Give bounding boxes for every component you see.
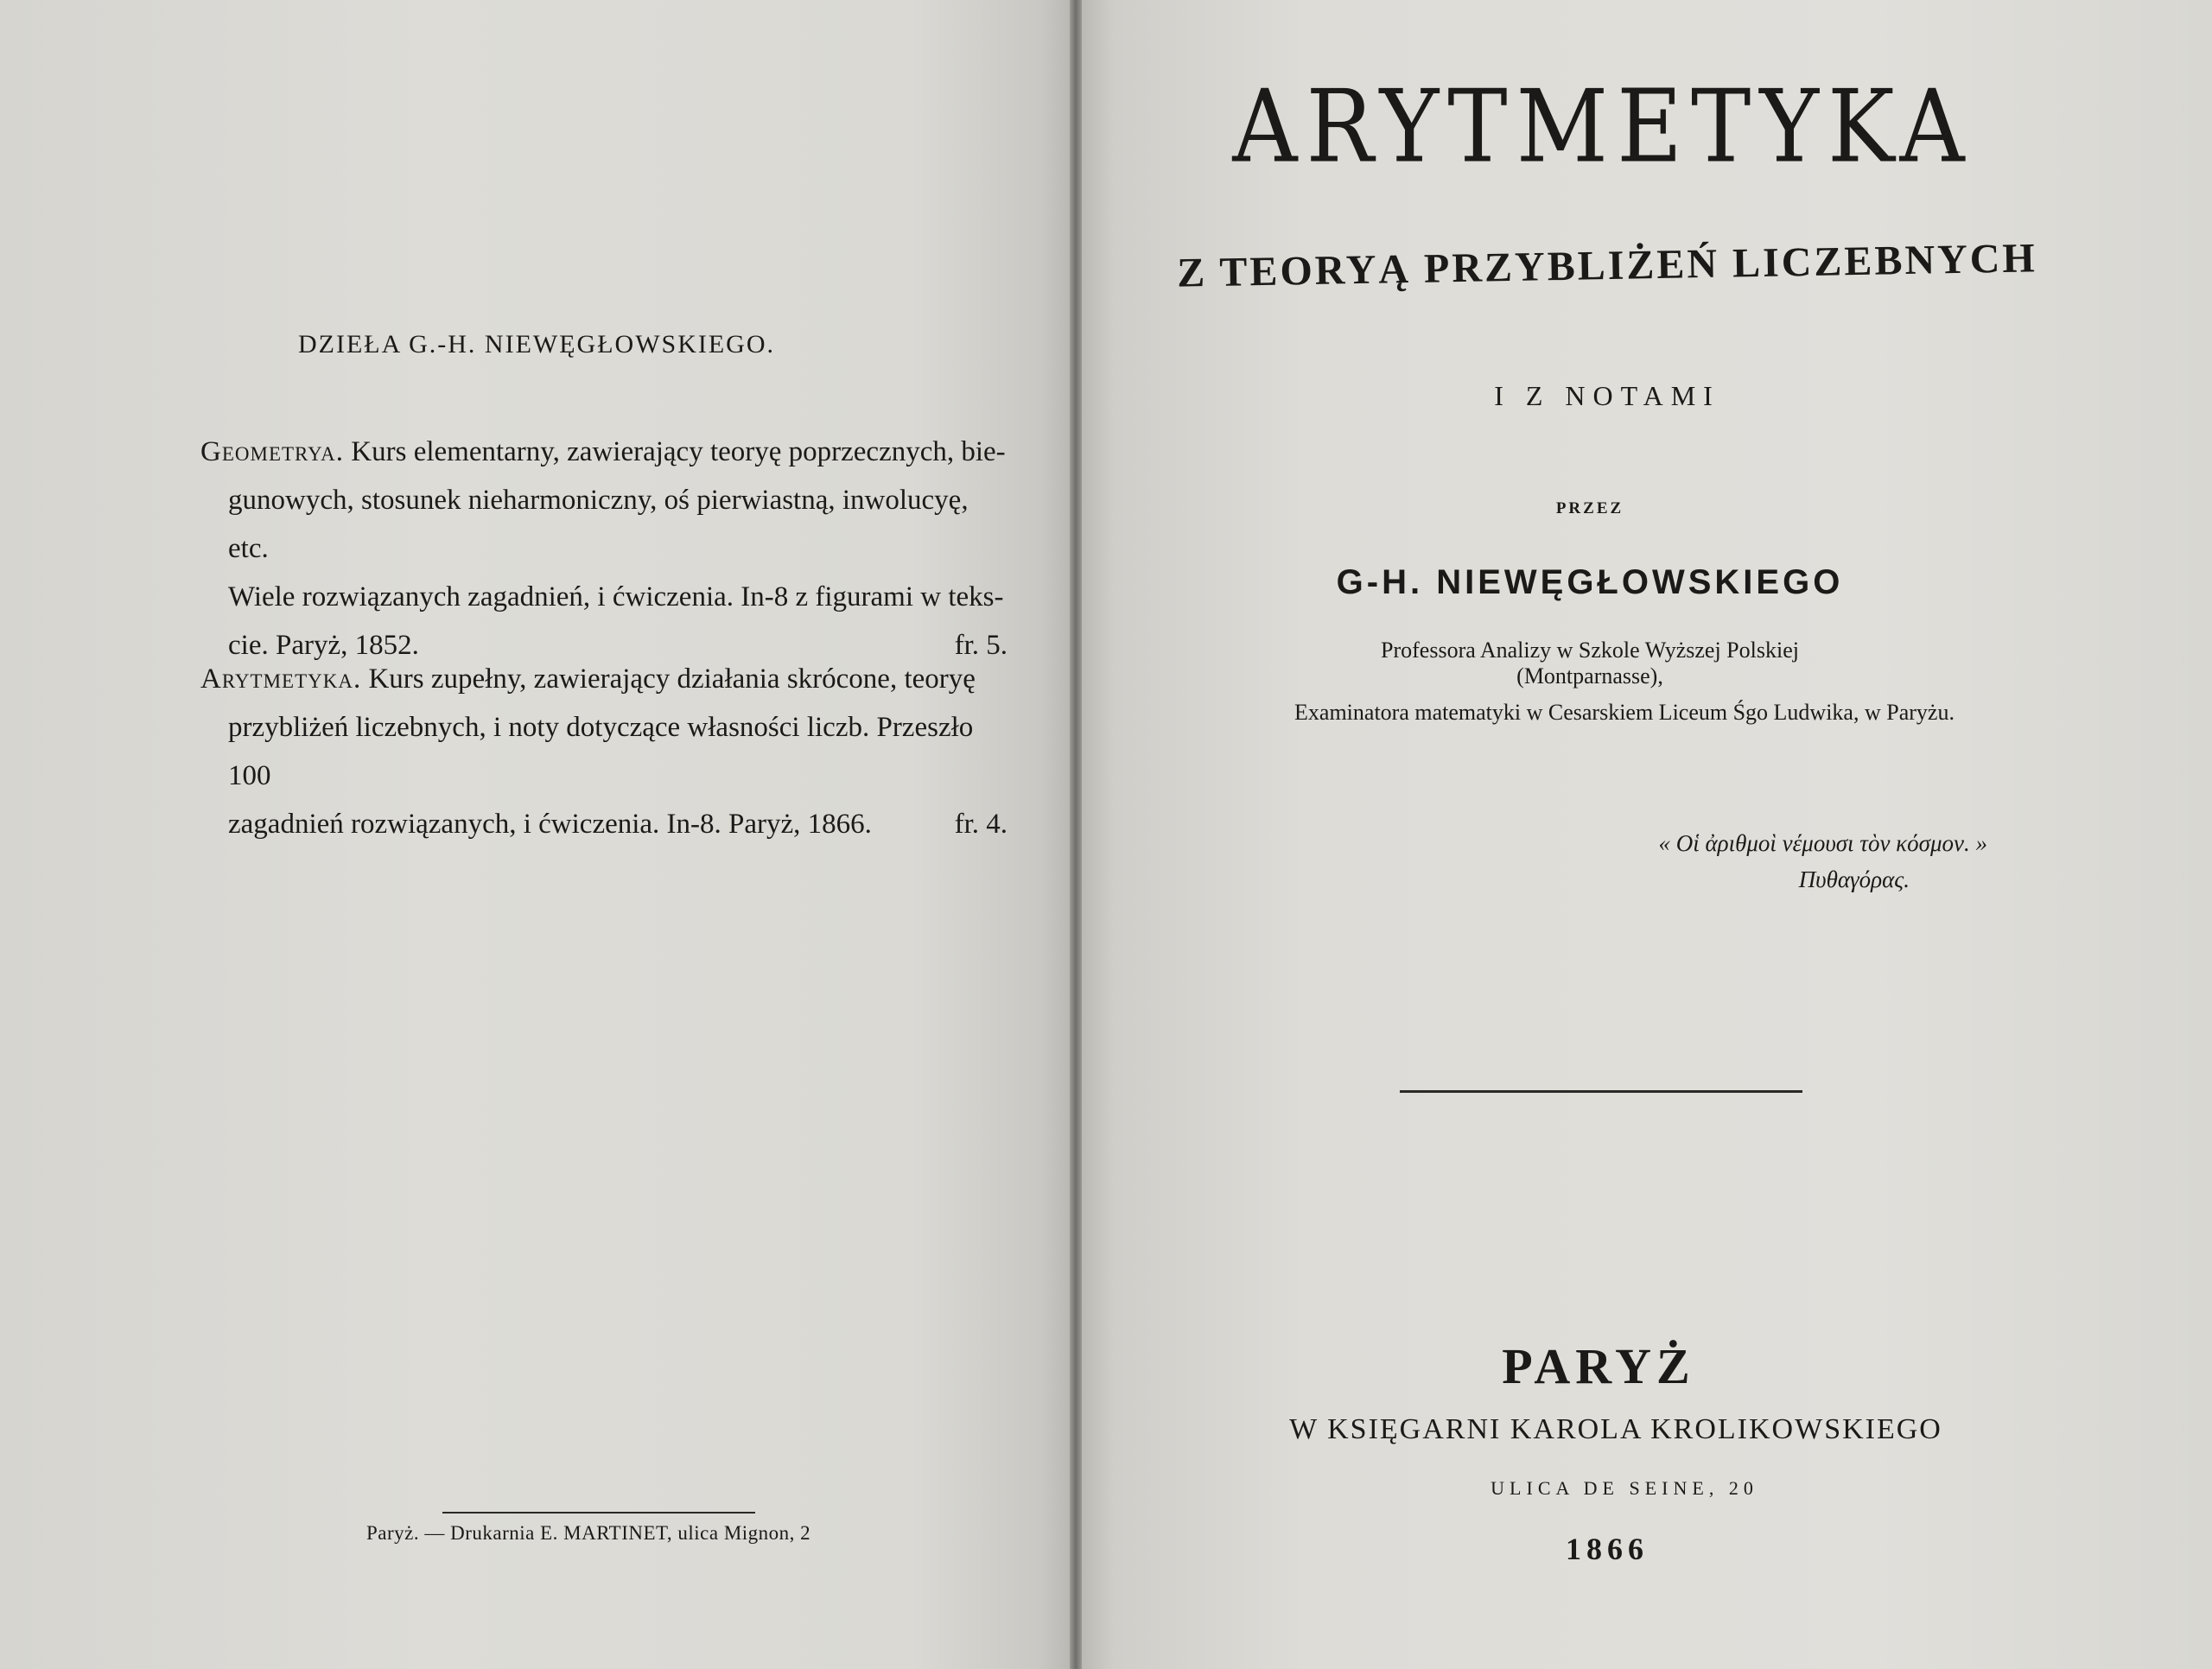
entry-text: gunowych, stosunek nieharmoniczny, oś pierwiastną, inwolucyę, etc. bbox=[228, 485, 969, 564]
entry-line bbox=[200, 573, 1013, 621]
publication-year: 1866 bbox=[1566, 1532, 1649, 1566]
notes-line: I Z NOTAMI bbox=[1494, 380, 1720, 411]
author-affiliation: Professora Analizy w Szkole Wyższej Polskiej bbox=[1381, 638, 1799, 663]
epigraph-author: Πυθαγόρας. bbox=[1798, 866, 1910, 892]
entry-line bbox=[200, 476, 1013, 573]
epigraph bbox=[1538, 825, 1987, 898]
book-title: ARYTMETYKA bbox=[1232, 67, 1974, 186]
divider-rule bbox=[1400, 1090, 1802, 1093]
entry-line bbox=[200, 800, 1013, 848]
by-label: PRZEZ bbox=[1555, 499, 1624, 517]
entry-price: fr. 5. bbox=[954, 630, 1007, 661]
entry-text: Kurs zupełny, zawierający działania skrócone, teoryę bbox=[368, 663, 976, 695]
entry-line bbox=[200, 428, 1013, 476]
publisher-address: ULICA DE SEINE, 20 bbox=[1491, 1477, 1758, 1499]
book-entry-arithmetic bbox=[200, 655, 1013, 848]
imprint-rule bbox=[442, 1512, 755, 1514]
publication-city: PARYŻ bbox=[1502, 1338, 1695, 1394]
entry-text: zagadnień rozwiązanych, i ćwiczenia. In-8. Paryż, 1866. bbox=[228, 809, 872, 840]
entry-line bbox=[200, 655, 1013, 703]
publisher-name: W KSIĘGARNI KAROLA KROLIKOWSKIEGO bbox=[1289, 1413, 1942, 1445]
author-affiliation: (Montparnasse), bbox=[1516, 663, 1663, 689]
epigraph-text: « Οἱ ἀριθμοὶ νέμουσι τὸν κόσμον. » bbox=[1658, 830, 1987, 856]
entry-price: fr. 4. bbox=[954, 809, 1007, 840]
printer-imprint: Paryż. — Drukarnia E. MARTINET, ulica Mignon, 2 bbox=[366, 1522, 811, 1544]
book-gutter bbox=[1070, 0, 1082, 1669]
entry-name: Arytmetyka. bbox=[200, 663, 362, 695]
author-affiliation: Examinatora matematyki w Cesarskiem Liceum Śgo Ludwika, w Paryżu. bbox=[1294, 700, 1955, 725]
book-entry-geometry bbox=[200, 428, 1013, 670]
entry-text: cie. Paryż, 1852. bbox=[228, 630, 419, 661]
entry-text: Kurs elementarny, zawierający teoryę poprzecznych, bie- bbox=[351, 436, 1006, 467]
entry-text: Wiele rozwiązanych zagadnień, i ćwiczenia. In-8 z figurami w teks- bbox=[228, 581, 1004, 612]
works-heading: DZIEŁA G.-H. NIEWĘGŁOWSKIEGO. bbox=[297, 330, 776, 359]
entry-line bbox=[200, 703, 1013, 800]
book-subtitle: Z TEORYĄ PRZYBLIŻEŃ LICZEBNYCH bbox=[1176, 235, 2038, 296]
entry-text: przybliżeń liczebnych, i noty dotyczące własności liczb. Przeszło 100 bbox=[228, 712, 974, 791]
entry-name: Geometrya. bbox=[200, 436, 345, 467]
author-name: G-H. NIEWĘGŁOWSKIEGO bbox=[1336, 563, 1844, 601]
